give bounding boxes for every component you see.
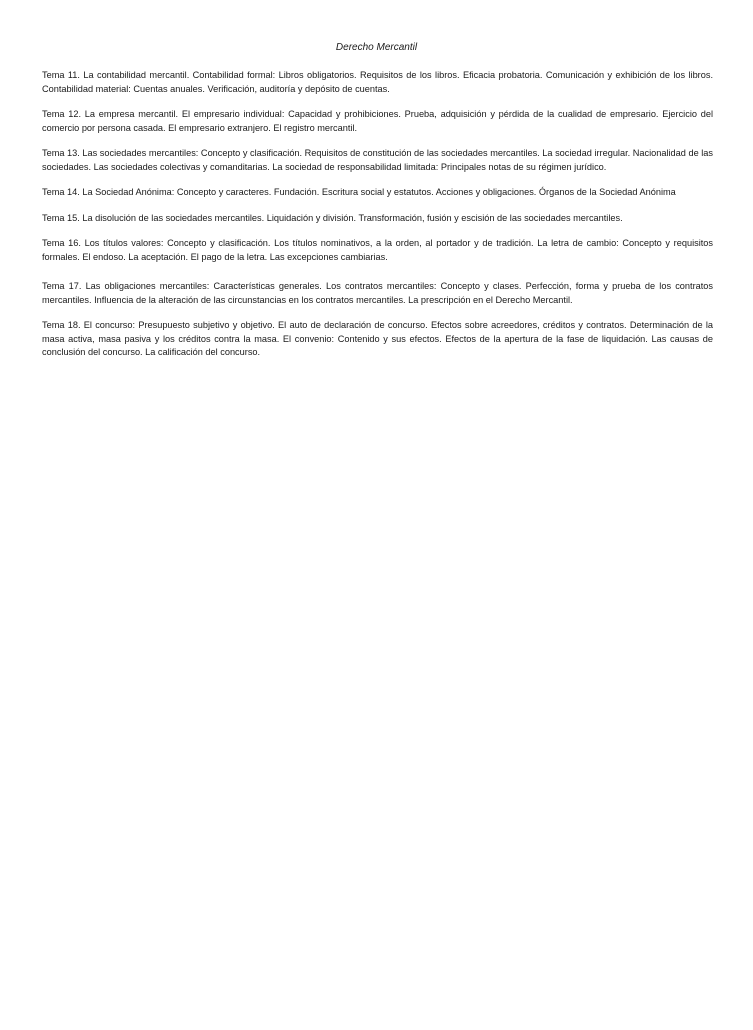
tema-13-paragraph: Tema 13. Las sociedades mercantiles: Concepto y clasificación. Requisitos de constitución de las sociedades mercantiles. La sociedad irregular. Nacionalidad de las sociedades. Las sociedades colectivas y comanditarias. La sociedad de responsabilidad limitada: Principales notas de su régimen jurídico.	[42, 148, 713, 172]
tema-17-paragraph: Tema 17. Las obligaciones mercantiles: Características generales. Los contratos mercantiles: Concepto y clases. Perfección, forma y prueba de los contratos mercantiles. Influencia de la alteración de las circunstancias en los contratos mercantiles. La prescripción en el Derecho Mercantil.	[42, 281, 713, 305]
tema-16-paragraph: Tema 16. Los títulos valores: Concepto y clasificación. Los títulos nominativos, a la orden, al portador y de tradición. La letra de cambio: Concepto y requisitos formales. El endoso. La aceptación. El pago de la letra. Las excepciones cambiarias.	[42, 238, 713, 262]
page-header-title: Derecho Mercantil	[335, 42, 418, 53]
tema-12-paragraph: Tema 12. La empresa mercantil. El empresario individual: Capacidad y prohibiciones. Prueba, adquisición y pérdida de la cualidad de empresario. Ejercicio del comercio por persona casada. El empresario extranjero. El registro mercantil.	[42, 109, 713, 133]
tema-15-paragraph: Tema 15. La disolución de las sociedades mercantiles. Liquidación y división. Transformación, fusión y escisión de las sociedades mercantiles.	[42, 212, 623, 223]
tema-14-paragraph: Tema 14. La Sociedad Anónima: Concepto y caracteres. Fundación. Escritura social y estatutos. Acciones y obligaciones. Órganos de la Sociedad Anónima	[42, 187, 676, 197]
tema-11-paragraph: Tema 11. La contabilidad mercantil. Contabilidad formal: Libros obligatorios. Requisitos de los libros. Eficacia probatoria. Comunicación y exhibición de los libros. Contabilidad material: Cuentas anuales. Verificación, auditoría y depósito de cuentas.	[42, 70, 713, 94]
document-body	[42, 69, 713, 372]
tema-18-paragraph: Tema 18. El concurso: Presupuesto subjetivo y objetivo. El auto de declaración de concurso. Efectos sobre acreedores, créditos y contratos. Determinación de la masa activa, masa pasiva y los créditos contra la masa. El convenio: Contenido y sus efectos. Efectos de la apertura de la fase de liquidación. Las causas de conclusión del concurso. La calificación del concurso.	[42, 320, 713, 357]
